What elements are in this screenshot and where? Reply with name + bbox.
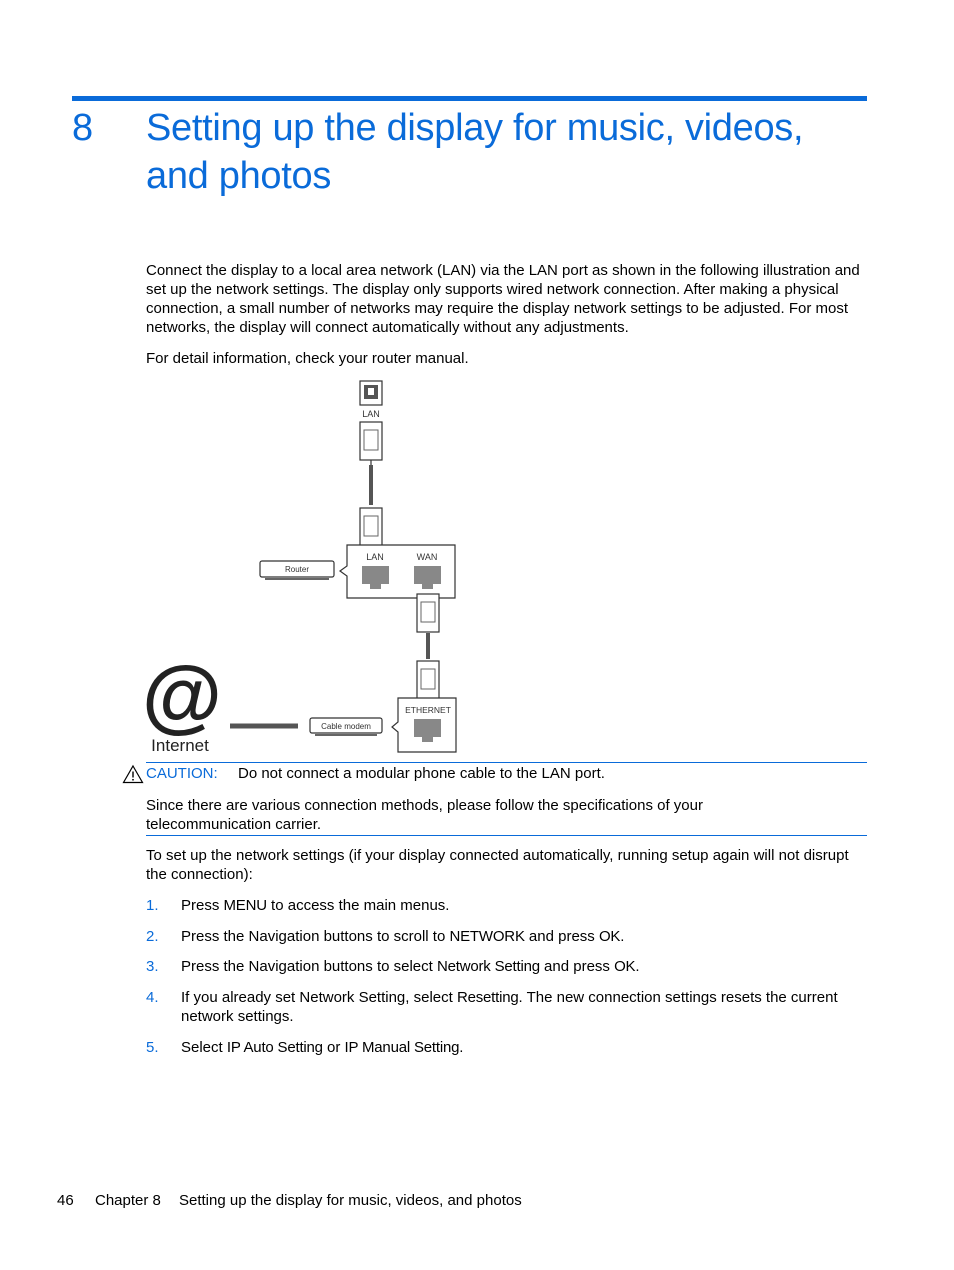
ethernet-plug-icon bbox=[417, 594, 439, 632]
intro-paragraph: Connect the display to a local area network (LAN) via the LAN port as shown in the following illustration and set up the network settings. The display only supports wired network connection. After making a physical connection, a small number of networks may require the display network settings to be adjusted. For most networks, the display will connect automatically without any adjustments. bbox=[146, 262, 860, 336]
footer-chapter: Chapter 8 bbox=[95, 1192, 161, 1209]
step-text bbox=[181, 1038, 861, 1057]
step-keyword: OK bbox=[598, 928, 621, 945]
chapter-number: 8 bbox=[72, 107, 94, 149]
step-keyword: Resetting bbox=[456, 989, 519, 1006]
step-text-part: Press the Navigation buttons to scroll to bbox=[181, 928, 450, 945]
router-note: For detail information, check your router manual. bbox=[146, 350, 469, 367]
router-lan-label: LAN bbox=[366, 552, 384, 562]
step-text bbox=[181, 957, 861, 976]
ethernet-plug-icon bbox=[360, 422, 382, 465]
ethernet-plug-icon bbox=[417, 661, 439, 701]
step-text-part: and press bbox=[524, 928, 599, 945]
internet-at-icon: @ bbox=[142, 650, 222, 741]
step-text-part: Press the Navigation buttons to select bbox=[181, 958, 437, 975]
step-text-part: If you already set Network Setting, select bbox=[181, 989, 457, 1006]
step-text-part: Press bbox=[181, 897, 224, 914]
warning-triangle-icon bbox=[122, 764, 144, 784]
modem-port-label: ETHERNET bbox=[405, 705, 451, 715]
step-text-part: to access the main menus. bbox=[266, 897, 450, 914]
page-title: Setting up the display for music, videos, and photos bbox=[146, 107, 804, 197]
step-keyword: OK bbox=[614, 958, 636, 975]
step-text-part: . bbox=[459, 1039, 464, 1056]
network-diagram bbox=[140, 375, 470, 760]
display-lan-port-icon bbox=[360, 381, 382, 405]
step-keyword: IP Auto Setting bbox=[226, 1039, 323, 1056]
step-number: 4. bbox=[146, 989, 159, 1006]
step-number: 3. bbox=[146, 958, 159, 975]
router-label: Router bbox=[284, 565, 310, 574]
step-text-part: . bbox=[620, 928, 625, 945]
step-text-part: and press bbox=[539, 958, 615, 975]
ethernet-plug-icon bbox=[360, 508, 382, 546]
step-keyword: Network Setting bbox=[436, 958, 540, 975]
step-number: 2. bbox=[146, 928, 159, 945]
step-text-part: . bbox=[635, 958, 640, 975]
display-lan-label: LAN bbox=[362, 409, 380, 419]
setup-intro: To set up the network settings (if your display connected automatically, running setup again will not disrupt the connection): bbox=[146, 847, 849, 883]
caution-text: Do not connect a modular phone cable to the LAN port. bbox=[238, 765, 605, 782]
page-number: 46 bbox=[57, 1192, 74, 1209]
step-text-part: Select bbox=[181, 1039, 227, 1056]
caution-label: CAUTION: bbox=[146, 765, 218, 782]
step-text bbox=[181, 988, 861, 1026]
step-text-part: . The new connection settings resets the current network settings. bbox=[181, 989, 838, 1025]
step-text bbox=[181, 896, 861, 915]
caution-bottom-rule bbox=[146, 835, 867, 836]
caution-followup: Since there are various connection methods, please follow the specifications of your telecommunication carrier. bbox=[146, 797, 703, 833]
step-keyword: NETWORK bbox=[449, 928, 525, 945]
cable-modem-label: Cable modem bbox=[321, 722, 371, 731]
step-text-part: or bbox=[322, 1039, 345, 1056]
caution-top-rule bbox=[146, 762, 867, 763]
chapter-rule bbox=[72, 96, 867, 101]
router-wan-label: WAN bbox=[416, 552, 438, 562]
step-keyword: MENU bbox=[223, 897, 267, 914]
footer-chapter-title: Setting up the display for music, videos, and photos bbox=[179, 1192, 522, 1209]
step-number: 1. bbox=[146, 897, 159, 914]
step-text bbox=[181, 927, 861, 946]
internet-label: Internet bbox=[151, 736, 209, 755]
step-keyword: IP Manual Setting bbox=[344, 1039, 460, 1056]
step-number: 5. bbox=[146, 1039, 159, 1056]
